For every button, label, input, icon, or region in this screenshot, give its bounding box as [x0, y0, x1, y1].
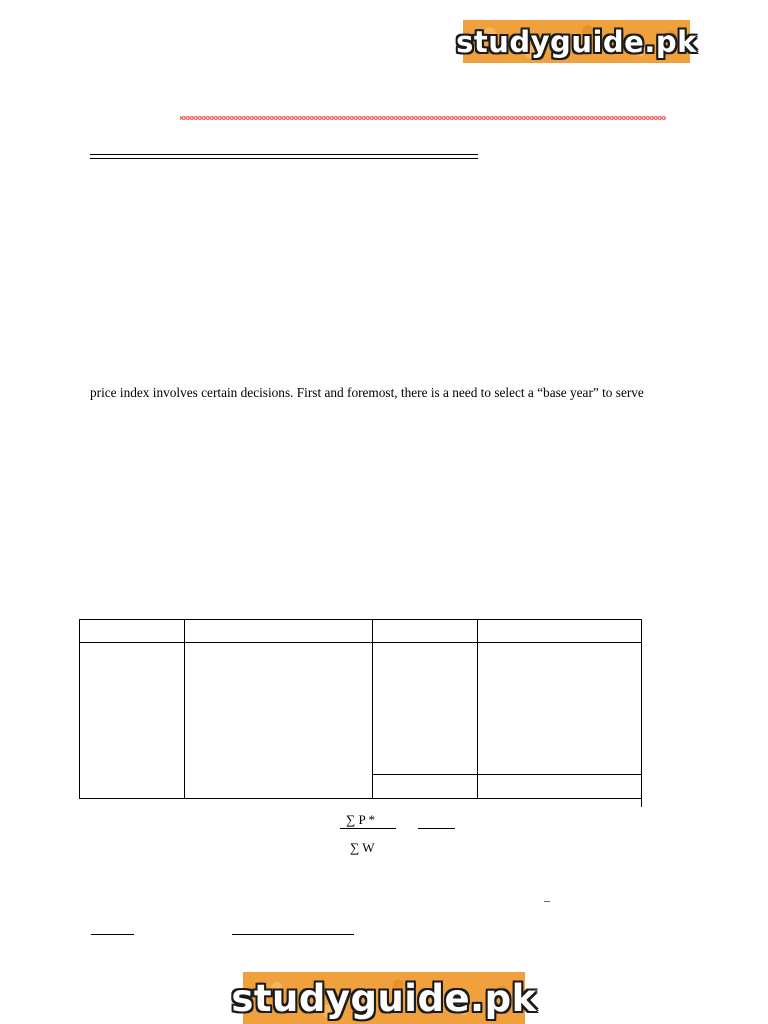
- table-right-border: [641, 619, 642, 807]
- studyguide-logo-header: studyguide.pk: [463, 20, 690, 63]
- formula-blank-line: [418, 828, 455, 829]
- studyguide-logo-footer: studyguide.pk: [243, 972, 525, 1024]
- table-total-divider: [372, 774, 642, 775]
- spellcheck-underline: [180, 116, 666, 120]
- underline-short: [91, 934, 134, 935]
- table-header-divider: [79, 642, 642, 643]
- table-col-divider-2: [372, 619, 373, 799]
- formula-fraction-bar: [340, 828, 396, 829]
- table-col-divider-1: [184, 619, 185, 799]
- formula-denominator: ∑ W: [350, 840, 375, 855]
- underline-long: [232, 934, 354, 935]
- formula-numerator: ∑ P *: [346, 812, 376, 827]
- table-top-border: [79, 619, 642, 620]
- table-col-divider-3: [477, 619, 478, 799]
- table-left-border: [79, 619, 80, 799]
- table-bottom-border: [79, 798, 642, 799]
- heading-double-rule: [90, 154, 478, 159]
- body-text-line: price index involves certain decisions. First and foremost, there is a need to select a “base year” to serve: [90, 385, 644, 400]
- formula-mark: _: [544, 889, 550, 903]
